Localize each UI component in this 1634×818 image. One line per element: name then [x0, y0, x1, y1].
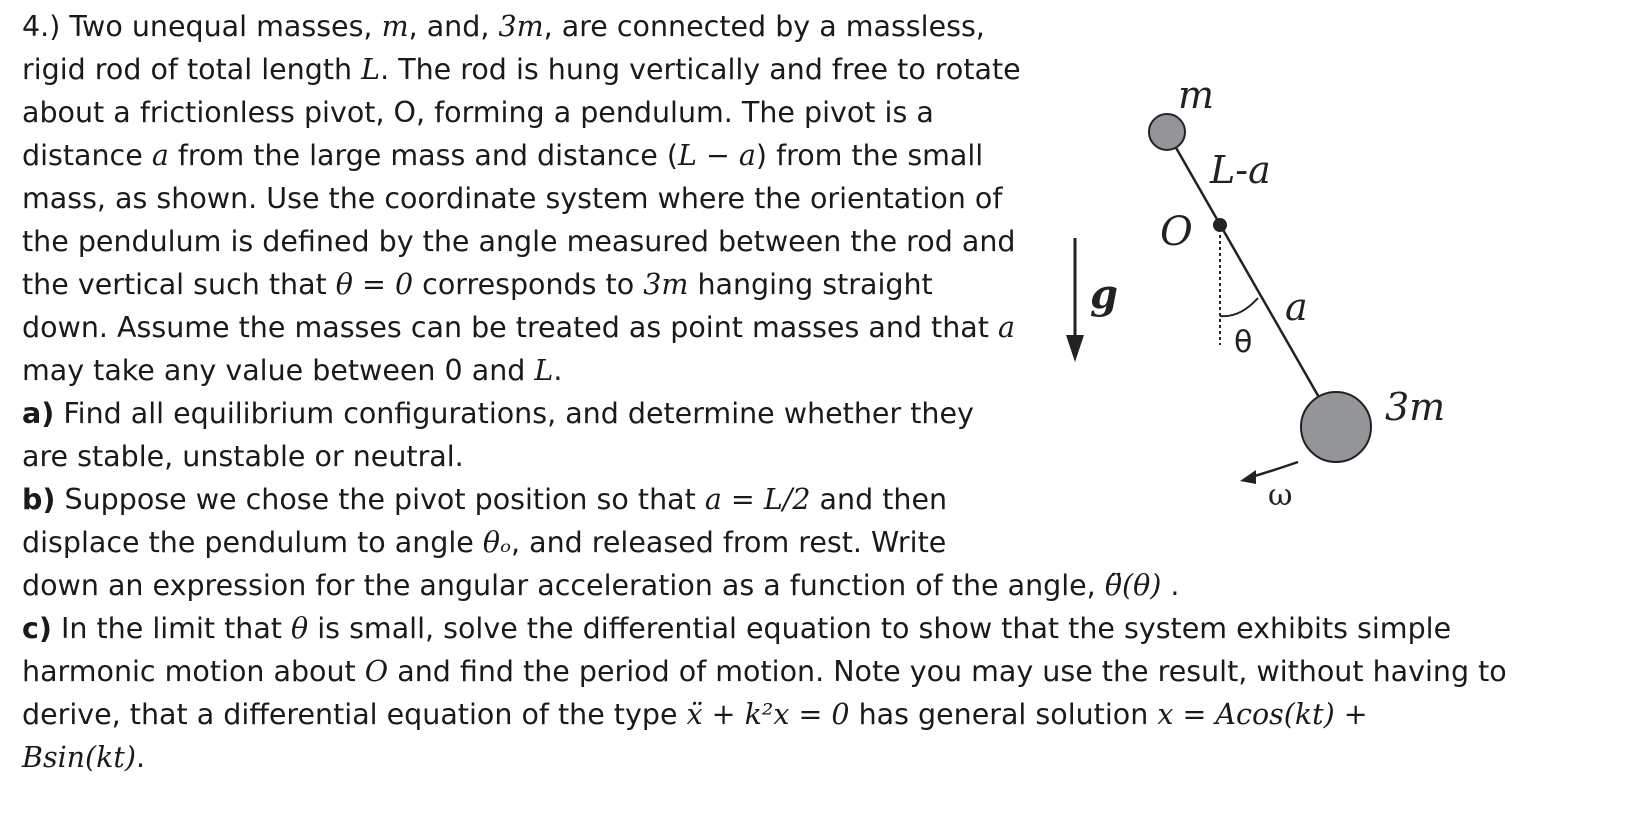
problem-line-6: the pendulum is defined by the angle measured between the rod and [22, 225, 1016, 258]
large-mass [1301, 392, 1371, 462]
part-c-line-4: Bsin(kt). [22, 741, 146, 774]
part-a-label: a) [22, 397, 55, 430]
problem-line-3: about a frictionless pivot, O, forming a pendulum. The pivot is a [22, 96, 934, 129]
problem-line-1: 4.) Two unequal masses, m, and, 3m, are connected by a massless, [22, 10, 985, 43]
part-a-line-2: are stable, unstable or neutral. [22, 440, 464, 473]
problem-line-7: the vertical such that θ = 0 corresponds to 3m hanging straight [22, 268, 933, 301]
pendulum-diagram [1090, 60, 1480, 513]
problem-line-5: mass, as shown. Use the coordinate system where the orientation of [22, 182, 1003, 215]
part-b-label: b) [22, 483, 56, 516]
problem-line-2: rigid rod of total length L. The rod is hung vertically and free to rotate [22, 53, 1021, 86]
small-mass-label: m [1178, 73, 1215, 117]
pivot-point [1213, 218, 1227, 232]
problem-line-8: down. Assume the masses can be treated as point masses and that a [22, 311, 1015, 344]
part-c-line-2: harmonic motion about O and find the period of motion. Note you may use the result, without having to [22, 655, 1507, 688]
large-mass-label: 3m [1385, 385, 1446, 429]
rod-upper-label: L-a [1210, 148, 1271, 192]
angle-label: θ [1234, 325, 1253, 360]
problem-line-4: distance a from the large mass and distance (L − a) from the small [22, 139, 984, 172]
problem-line-9: may take any value between 0 and L. [22, 354, 563, 387]
part-c-line-3: derive, that a differential equation of the type ẍ + k²x = 0 has general solution x = Acos(kt) + [22, 698, 1368, 731]
angle-arc [1220, 298, 1258, 316]
small-mass [1149, 114, 1185, 150]
part-a-line-1: a) Find all equilibrium configurations, and determine whether they [22, 397, 974, 430]
gravity-label: g [1090, 271, 1118, 318]
part-b-line-1: b) Suppose we chose the pivot position so that a = L/2 and then [22, 483, 948, 516]
part-c-line-1: c) In the limit that θ is small, solve the differential equation to show that the system exhibits simple [22, 612, 1452, 645]
pivot-label: O [1160, 209, 1193, 255]
part-b-line-3: down an expression for the angular acceleration as a function of the angle, θ̈(θ) . [22, 569, 1180, 602]
part-b-line-2: displace the pendulum to angle θₒ, and released from rest. Write [22, 526, 947, 559]
omega-arrowhead [1240, 470, 1256, 484]
gravity-arrowhead [1066, 335, 1084, 362]
omega-label: ω [1268, 478, 1293, 513]
rod-lower-label: a [1285, 285, 1308, 329]
part-c-label: c) [22, 612, 52, 645]
